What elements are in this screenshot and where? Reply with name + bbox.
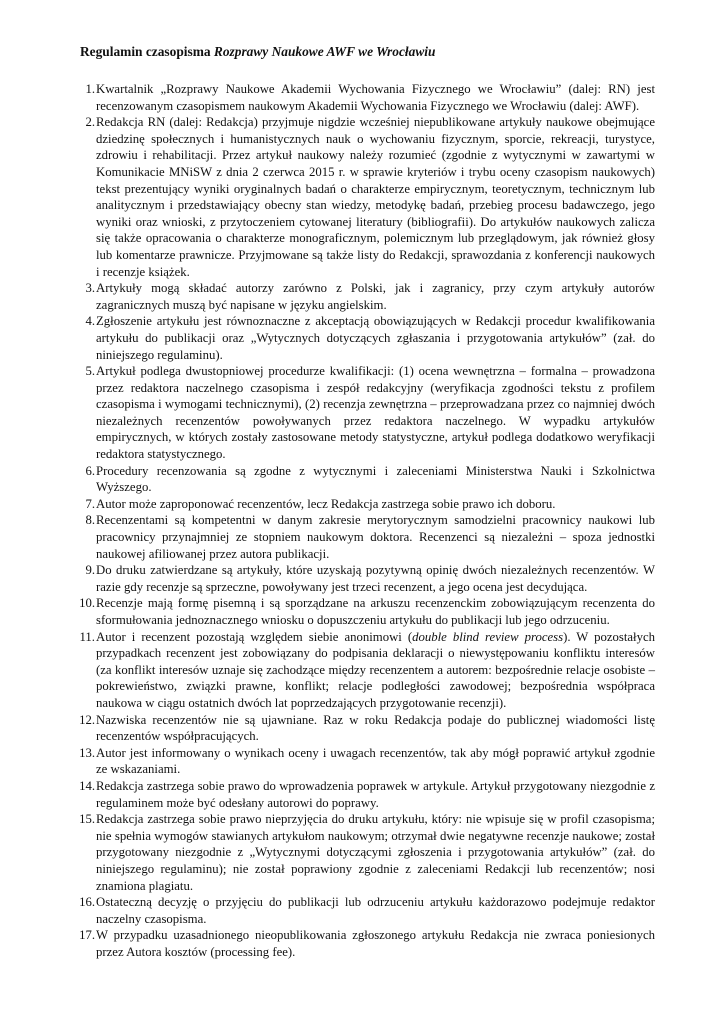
item-text: Nazwiska recenzentów nie są ujawniane. Raz w roku Redakcja podaje do publicznej wiadomości listę recenzentów współpracujących. [96,712,655,744]
item-text: Redakcja zastrzega sobie prawo nieprzyjęcia do druku artykułu, który: nie wpisuje się w profil czasopisma; nie spełnia wymogów stawianych artykułom naukowym; otrzymał dwie negatywne recenzje naukowe; został przygotowany niezgodnie z „Wytycznymi dotyczącymi zgłoszenia i przygotowania artykułów” (zał. do niniejszego regulaminu); nie został poprawiony zgodnie z zaleceniami Redakcji lub recenzentów; nosi znamiona plagiatu. [96,812,655,893]
item-number: 6. [85,463,95,478]
item-text: Artykuł podlega dwustopniowej procedurze kwalifikacji: (1) ocena wewnętrzna – formalna – prowadzona przez redaktora naczelnego czasopisma i zespół redakcyjny (weryfikacja zgodności tekstu z profilem czasopisma i wymogami technicznymi), (2) recenzja zewnętrzna – przeprowadzana przez co najmniej dwóch niezależnych recenzentów powoływanych przez redaktora naczelnego. W wypadku artykułów empirycznych, w których zostały zastosowane metody statystyczne, artykuł podlega dodatkowo weryfikacji redaktora statystycznego. [96,364,655,462]
regulation-item-17 [75,927,655,960]
item-text: Redakcja zastrzega sobie prawo do wprowadzenia poprawek w artykule. Artykuł przygotowany niezgodnie z regulaminem może być odesłany autorowi do poprawy. [96,778,655,810]
item-text: Zgłoszenie artykułu jest równoznaczne z akceptacją obowiązujących w Redakcji procedur kwalifikowania artykułu do publikacji oraz „Wytycznych dotyczących zgłaszania i przygotowania artykułów” (zał. do niniejszego regulaminu). [96,314,655,362]
item-number: 11. [79,629,95,644]
item-text [96,629,655,712]
item-text: Kwartalnik „Rozprawy Naukowe Akademii Wychowania Fizycznego we Wrocławiu” (dalej: RN) jest recenzowanym czasopismem naukowym Akademii Wychowania Fizycznego we Wrocławiu (dalej: AWF). [96,82,655,113]
regulation-item-11 [75,629,655,712]
item-number: 8. [85,513,95,528]
item-text-after: ). W pozostałych przypadkach recenzent jest zobowiązany do podpisania deklaracji o niewystępowaniu konfliktu interesów (za konflikt interesów uznaje się zachodzące między recenzentem a autorem: bezpośrednie relacje osobiste – pokrewieństwo, związki prawne, konflikt; relacje podległości zawodowej; bezpośrednia współpraca naukowa w ciągu ostatnich dwóch lat poprzedzających przygotowanie recenzji). [96,629,656,710]
regulation-item-13 [75,745,655,778]
regulation-item-1 [75,81,655,114]
item-number: 15. [79,812,95,827]
item-text-before: Autor i recenzent pozostają względem siebie anonimowi ( [96,629,413,644]
regulation-item-4 [75,313,655,363]
title-prefix: Regulamin czasopisma [80,44,214,59]
item-number: 10. [79,596,95,611]
regulation-item-6 [75,463,655,496]
regulation-item-2 [75,114,655,280]
item-number: 2. [85,115,95,130]
regulation-item-3 [75,280,655,313]
item-text: Autor może zaproponować recenzentów, lecz Redakcja zastrzega sobie prawo ich doboru. [96,496,556,511]
item-text: Do druku zatwierdzane są artykuły, które uzyskają pozytywną opinię dwóch niezależnych recenzentów. W razie gdy recenzje są sprzeczne, powoływany jest trzeci recenzent, a jego ocena jest decydująca. [96,563,655,594]
regulation-item-10 [75,595,655,628]
item-number: 12. [79,712,95,727]
item-text: Redakcja RN (dalej: Redakcja) przyjmuje nigdzie wcześniej niepublikowane artykuły naukowe obejmujące dziedzinę społecznych i humanistycznych nauk o wychowaniu fizycznym, sporcie, rekreacji, turystyce, zdrowiu i rehabilitacji. Przez artykuł naukowy należy rozumieć (zgodnie z wytycznymi w zawartymi w Komunikacie MNiSW z dnia 2 czerwca 2015 r. w sprawie kryteriów i trybu oceny czasopism naukowych) tekst prezentujący wyniki oryginalnych badań o charakterze empirycznym, teoretycznym, technicznym lub analitycznym i przedstawiający obecny stan wiedzy, metodykę badań, przebieg procesu badawczego, jego wyniki oraz wnioski, z przytoczeniem cytowanej literatury (bibliografii). Do artykułów naukowych zalicza się także opracowania o charakterze monograficznym, polemicznym lub przeglądowym, jak również głosy lub komentarze prawnicze. Przyjmowane są także listy do Redakcji, sprawozdania z konferencji naukowych i recenzje książek. [96,115,655,279]
document-title [80,44,435,60]
item-text: Ostateczną decyzję o przyjęciu do publikacji lub odrzuceniu artykułu każdorazowo podejmuje redaktor naczelny czasopisma. [96,895,655,926]
item-text-italic: double blind review process [412,629,564,644]
item-number: 3. [85,281,95,296]
item-text: Autor jest informowany o wynikach oceny i uwagach recenzentów, tak aby mógł poprawić artykuł zgodnie ze wskazaniami. [96,745,655,777]
item-text: Artykuły mogą składać autorzy zarówno z Polski, jak i zagranicy, przy czym artykuły autorów zagranicznych muszą być napisane w języku angielskim. [96,281,655,312]
item-number: 9. [85,563,95,578]
regulation-item-9 [75,562,655,595]
regulation-item-5 [75,363,655,463]
item-text: Procedury recenzowania są zgodne z wytycznymi i zaleceniami Ministerstwa Nauki i Szkolnictwa Wyższego. [96,463,655,495]
regulations-list [75,81,655,960]
item-number: 5. [85,364,95,379]
title-journal-name: Rozprawy Naukowe AWF we Wrocławiu [213,44,436,59]
item-number: 1. [85,82,95,96]
item-number: 13. [79,745,95,760]
regulation-item-14 [75,778,655,811]
regulation-item-12 [75,712,655,745]
item-number: 17. [79,928,95,943]
item-text: W przypadku uzasadnionego nieopublikowania zgłoszonego artykułu Redakcja nie zwraca poniesionych przez Autora kosztów (processing fee). [96,928,655,959]
item-number: 7. [85,496,95,511]
item-number: 16. [79,895,95,910]
regulation-item-15 [75,811,655,894]
item-text: Recenzentami są kompetentni w danym zakresie merytorycznym samodzielni pracownicy naukowi lub pracownicy przynajmniej ze stopniem naukowym doktora. Recenzenci są niezależni – spoza jednostki naukowej afiliowanej przez autora publikacji. [96,513,655,561]
item-number: 4. [85,314,95,329]
regulation-item-7 [75,496,655,513]
regulation-item-8 [75,512,655,562]
item-number: 14. [79,778,95,793]
item-text: Recenzje mają formę pisemną i są sporządzane na arkuszu recenzenckim zobowiązującym recenzenta do sformułowania jednoznacznego wniosku o dopuszczeniu artykułu do publikacji lub jego odrzuceniu. [96,596,655,627]
regulation-item-16 [75,894,655,927]
